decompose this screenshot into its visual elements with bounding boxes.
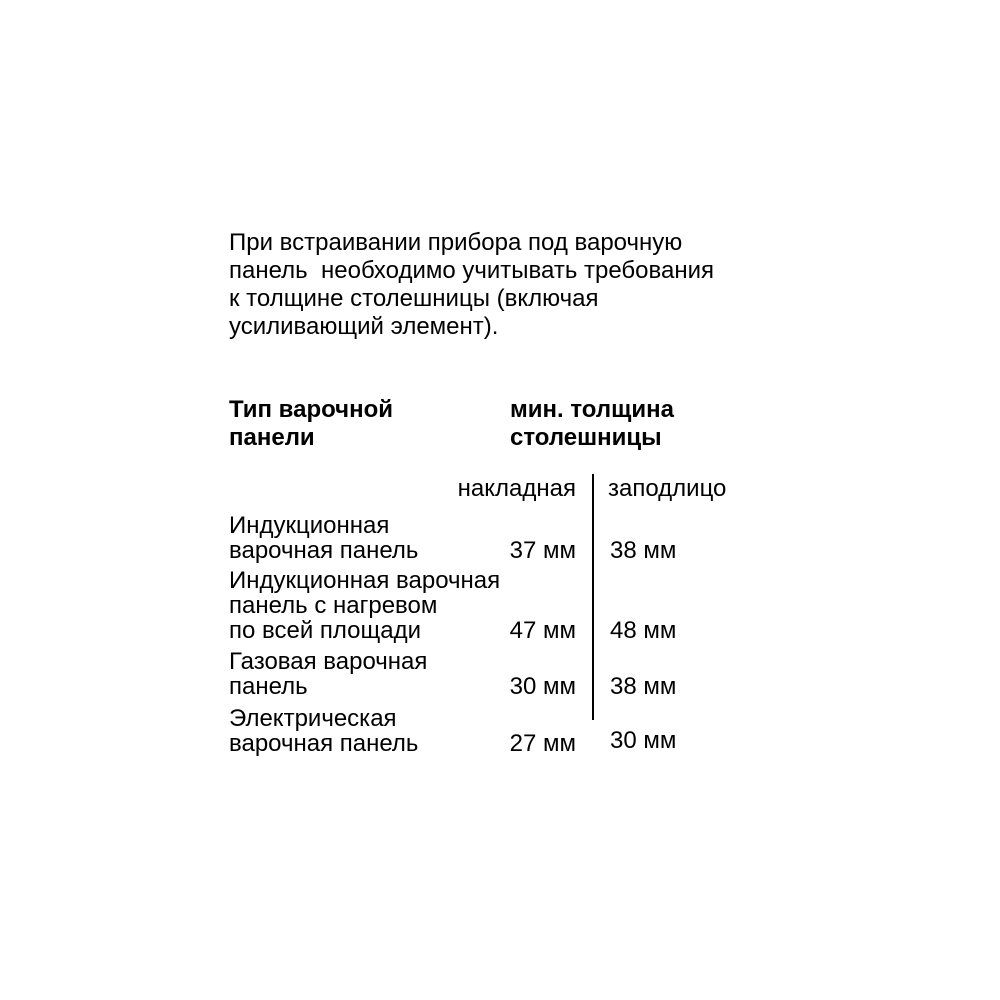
header-min-thickness	[510, 396, 674, 452]
row-name-line: панель	[229, 673, 308, 700]
intro-line: к толщине столешницы (включая	[229, 285, 599, 312]
header-hob-type-line: Тип варочной	[229, 396, 394, 423]
column-divider	[592, 474, 594, 720]
row-name-line: варочная панель	[229, 730, 419, 757]
row-name-line: варочная панель	[229, 537, 419, 564]
header-min-thickness-line: столешницы	[510, 424, 662, 451]
value-flush: 38 мм	[610, 537, 677, 564]
intro-paragraph	[229, 229, 789, 341]
row-name-line: Индукционная варочная	[229, 567, 501, 594]
intro-line: При встраивании прибора под варочную	[229, 229, 683, 256]
column-header-overlay: накладная	[457, 475, 576, 502]
value-overlay: 30 мм	[509, 673, 576, 700]
row-name	[229, 513, 418, 563]
value-overlay: 37 мм	[509, 537, 576, 564]
row-name	[229, 568, 500, 643]
header-hob-type-line: панели	[229, 424, 315, 451]
value-flush: 30 мм	[610, 727, 677, 754]
value-flush: 48 мм	[610, 617, 677, 644]
row-name-line: по всей площади	[229, 617, 422, 644]
intro-line: усиливающий элемент).	[229, 313, 499, 340]
header-hob-type	[229, 396, 393, 452]
value-overlay: 47 мм	[509, 617, 576, 644]
header-min-thickness-line: мин. толщина	[510, 396, 674, 423]
row-name	[229, 649, 427, 699]
value-flush: 38 мм	[610, 673, 677, 700]
row-name-line: панель с нагревом	[229, 592, 438, 619]
row-name-line: Индукционная	[229, 512, 390, 539]
row-name-line: Электрическая	[229, 705, 397, 732]
row-name	[229, 706, 418, 756]
row-name-line: Газовая варочная	[229, 648, 428, 675]
column-header-flush: заподлицо	[608, 475, 727, 502]
value-overlay: 27 мм	[509, 730, 576, 757]
intro-line: панель необходимо учитывать требования	[229, 257, 714, 284]
